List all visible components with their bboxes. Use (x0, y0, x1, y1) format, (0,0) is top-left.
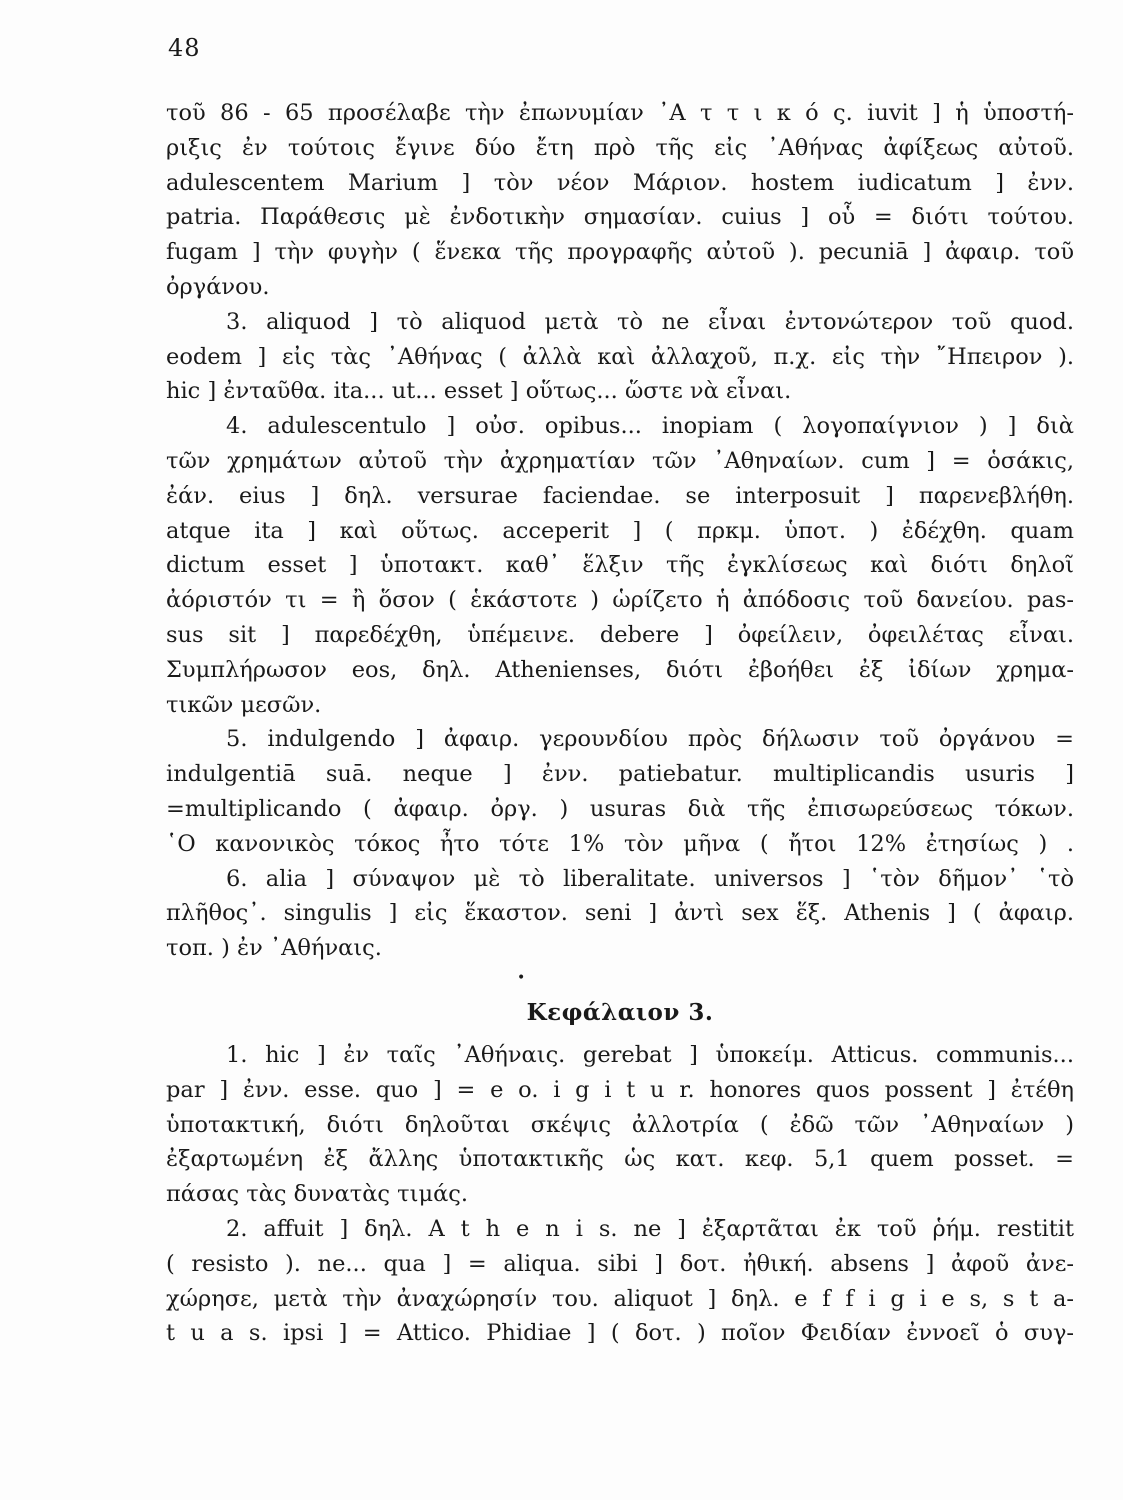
text-line: ἐξαρτωμένη ἐξ ἄλλης ὑποτακτικῆς ὡς κατ. κεφ. 5,1 quem posset. = (166, 1146, 1074, 1173)
note-3-line: 3. aliquod ] τὸ aliquod μετὰ τὸ ne εἶναι ἐντονώτερον τοῦ quod. (226, 308, 1074, 335)
text-line: fugam ] τὴν φυγὴν ( ἕνεκα τῆς προγραφῆς αὐτοῦ ). pecuniā ] ἀφαιρ. τοῦ (166, 239, 1074, 266)
text-line: adulescentem Marium ] τὸν νέον Μάριον. hostem iudicatum ] ἐνν. (166, 169, 1074, 196)
text-line: eodem ] εἰς τὰς ᾿Αθήνας ( ἀλλὰ καὶ ἀλλαχοῦ, π.χ. εἰς τὴν ῎Ηπειρον ). (166, 343, 1074, 370)
text-line: sus sit ] παρεδέχθη, ὑπέμεινε. debere ] ὀφείλειν, ὀφειλέτας εἶναι. (166, 621, 1074, 648)
note-6-line: 6. alia ] σύναψον μὲ τὸ liberalitate. universos ] ῾τὸν δῆμον᾿ ῾τὸ (226, 865, 1074, 892)
note-5-line: 5. indulgendo ] ἀφαιρ. γερουνδίου πρὸς δήλωσιν τοῦ ὀργάνου = (226, 726, 1074, 753)
text-line: πλῆθος᾿. singulis ] εἰς ἕκαστον. seni ] ἀντὶ sex ἕξ. Athenis ] ( ἀφαιρ. (166, 900, 1074, 927)
text-line: ριξις ἐν τούτοις ἔγινε δύο ἔτη πρὸ τῆς εἰς ᾿Αθήνας ἀφίξεως αὐτοῦ. (166, 134, 1074, 161)
text-line: ἀόριστόν τι = ἢ ὅσον ( ἑκάστοτε ) ὡρίζετο ἡ ἀπόδοσις τοῦ δανείου. pas- (166, 587, 1074, 614)
text-line: τοῦ 86 - 65 προσέλαβε τὴν ἐπωνυμίαν ᾿Α τ τ ι κ ό ς. iuvit ] ἡ ὑποστή- (166, 100, 1074, 126)
text-line: ῾Ο κανονικὸς τόκος ἦτο τότε 1% τὸν μῆνα ( ἤτοι 12% ἐτησίως ) . (166, 830, 1074, 857)
text-line: χώρησε, μετὰ τὴν ἀναχώρησίν του. aliquot ] δηλ. e f f i g i e s, s t a- (166, 1285, 1074, 1312)
text-line: hic ] ἐνταῦθα. ita... ut... esset ] οὕτως... ὥστε νὰ εἶναι. (166, 378, 792, 405)
text-line: ὀργάνου. (166, 273, 270, 300)
text-line: atque ita ] καὶ οὕτως. acceperit ] ( πρκμ. ὑποτ. ) ἐδέχθη. quam (166, 517, 1074, 544)
text-line: =multiplicando ( ἀφαιρ. ὀργ. ) usuras διὰ τῆς ἐπισωρεύσεως τόκων. (166, 795, 1074, 822)
text-line: t u a s. ipsi ] = Attico. Phidiae ] ( δοτ. ) ποῖον Φειδίαν ἐννοεῖ ὁ συγ- (166, 1320, 1074, 1347)
text-line: ὑποτακτική, διότι δηλοῦται σκέψις ἀλλοτρία ( ἐδῶ τῶν ᾿Αθηναίων ) (166, 1111, 1074, 1138)
text-line: τοπ. ) ἐν ᾿Αθήναις. (166, 935, 382, 962)
text-line: dictum esset ] ὑποτακτ. καθ᾿ ἕλξιν τῆς ἐγκλίσεως καὶ διότι δηλοῖ (166, 552, 1074, 579)
text-line: τικῶν μεσῶν. (166, 691, 322, 718)
commentary-text (166, 96, 1074, 1351)
text-line: Συμπλήρωσον eos, δηλ. Athenienses, διότι ἐβοήθει ἐξ ἰδίων χρημα- (166, 656, 1074, 683)
text-line: ἐάν. eius ] δηλ. versurae faciendae. se interposuit ] παρενεβλήθη. (166, 482, 1074, 509)
text-line: ( resisto ). ne... qua ] = aliqua. sibi ] δοτ. ἠθική. absens ] ἀφοῦ ἀνε- (166, 1250, 1074, 1277)
note-4-line: 4. adulescentulo ] οὐσ. opibus... inopiam ( λογοπαίγνιον ) ] διὰ (226, 413, 1074, 440)
section-ornament (166, 966, 1074, 988)
text-line: patria. Παράθεσις μὲ ἐνδοτικὴν σημασίαν. cuius ] οὗ = διότι τούτου. (166, 204, 1074, 231)
text-line: πάσας τὰς δυνατὰς τιμάς. (166, 1181, 469, 1208)
text-line: τῶν χρημάτων αὐτοῦ τὴν ἀχρηματίαν τῶν ᾿Αθηναίων. cum ] = ὁσάκις, (166, 447, 1074, 474)
chapter-heading: Κεφάλαιον 3. (526, 998, 714, 1026)
ornament-dot: • (517, 969, 526, 986)
note-3-2-line: 2. affuit ] δηλ. A t h e n i s. ne ] ἐξαρτᾶται ἐκ τοῦ ῥήμ. restitit (226, 1215, 1074, 1242)
note-3-1-line: 1. hic ] ἐν ταῖς ᾿Αθήναις. gerebat ] ὑποκείμ. Atticus. communis... (226, 1041, 1074, 1068)
text-line: par ] ἐνν. esse. quo ] = e o. i g i t u r. honores quos possent ] ἐτέθη (166, 1076, 1074, 1103)
page-number: 48 (168, 34, 201, 62)
text-line: indulgentiā suā. neque ] ἐνν. patiebatur. multiplicandis usuris ] (166, 761, 1074, 788)
